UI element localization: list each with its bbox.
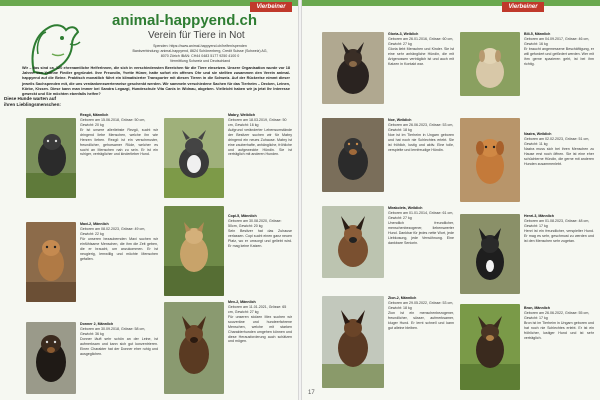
dog-facts: Geboren am 04.09.2017, Grösse: 46 cm, Gewicht: 16 kg — [524, 36, 590, 46]
dog-name: Mirakolets, Weiblich — [388, 206, 423, 210]
dog-photo — [322, 118, 384, 192]
dog-description: Für unseren stolzen Mex suchen wir souveräne und hundeerfahrene Menschen, welche mit starken Charakterhunden umgehen können und diese Herausforderung auch schätzen und mögen. — [228, 315, 292, 344]
dog-name: Mex-2, Männlich — [228, 300, 256, 304]
contact-block — [112, 44, 288, 64]
dog-name: Bron, Männlich — [524, 306, 550, 310]
dog-photo — [460, 32, 520, 96]
dog-entry — [524, 132, 594, 212]
dog-description: Für unseren bezaubernden Maxi suchen wir einfühlsame Menschen, die ihm die Zeit geben, die er braucht, um anzukommen. Er ist neugierig, lernwillig und möchte Menschen gefallen. — [80, 237, 158, 261]
dog-facts: Geboren am 18.03.2019, Grösse: 50 cm, Gewicht: 16 kg — [228, 117, 287, 127]
magazine-brand-tag: Vierbeiner — [502, 2, 544, 12]
dog-name: Bili-5, Männlich — [524, 32, 551, 36]
contact-line: Bankverbindung: animal-happyend, 8624 Schönenberg, Credit Suisse (Schweiz) AG, — [132, 49, 268, 53]
sidebar-note: Diese Hunde warten auf ihren Lieblingsmenschen: — [4, 96, 61, 107]
dog-description: Donner läuft sehr schön an der Leine, ist aufmerksam und kann sich gut konzentrieren. Einen Charakter hat der Donner eher ruhig und ausgeglichen. — [80, 337, 158, 356]
dog-entry — [228, 300, 292, 396]
dog-entry — [524, 32, 594, 128]
dog-photo — [26, 322, 76, 394]
dog-photo — [26, 222, 76, 302]
right-page — [302, 0, 600, 400]
dog-photo — [322, 206, 384, 278]
dog-description: Noe ist im Tierheim in Ungarn geboren und hat noch nie Schlechtes erlebt. Sie ist fröhlich, lustig und aktiv. Eine tolle, verspielte und lernfreudige Hündin. — [388, 133, 454, 152]
dog-name: Noe, Weiblich — [388, 118, 412, 122]
dog-facts: Geboren am 26.06.2023, Grösse: 53 cm, Gewicht: 18 kg — [388, 122, 454, 132]
dog-facts: Geboren am 26.01.2016, Grösse: 60 cm, Gewicht: 27 kg — [388, 36, 454, 46]
dog-entry — [388, 296, 454, 396]
dog-entry — [388, 206, 454, 290]
intro-text: Wir – das sind ca. 120 ehrenamtliche HelferInnen, die sich in verschiedensten Bereichen für die Tiere einsetzen. Unsere Organisation wurde vor 18 Jahren von Yvonne Fiedler gegründet. Ihre Freundin, Yvette Hüner, hatte sofort ein offenes Ohr und sie stellten zusammen den Verein animal-happyend auf die Beine. Praktisch monatlich führt ein klimatisierter Transporter mit diesen Tieren in die Schweiz. Auf der Rückreise nimmt dieser jeweils Sachspenden mit, die uns verdankenswerterweise geschenkt werden. Wir sammeln verschiedene Sachen für das Tierheim – Decken, Leinen, Körbe, Kissen. Diese kann man immer bei Sandra Legazgi, Hundeschule Vita Canis in Widnau, abgeben. Vielleicht haben wir ja jetzt Ihr Interesse geweckt und Sie möchten ebenfalls helfen? — [22, 66, 290, 97]
dog-facts: Geboren am 15.06.2018, Grösse: 50 cm, Gewicht: 20 kg — [80, 117, 146, 127]
dog-facts: Geboren am 30.08.2020, Grösse: 50cm, Gewicht: 20 kg — [228, 218, 282, 228]
contact-line: Spenden: https://www.animal-happyend.ch/helfen/spenden — [153, 44, 247, 48]
dog-entry — [80, 113, 158, 219]
dog-facts: Geboren am 08.02.2023, Grösse: 49 cm, Gewicht: 22 kg — [80, 226, 146, 236]
dog-name: Mabry, Weiblich — [228, 113, 256, 117]
dog-description: Nazira muss sich bei ihren Menschen zu Hause erst noch öffnen. Sie ist eine eher schüchterne Hündin, die gerne mit anderen Hunden zusammenlebt. — [524, 147, 594, 166]
dog-entry — [228, 214, 292, 294]
dog-photo — [164, 118, 224, 198]
dog-photo — [164, 206, 224, 296]
dog-photo — [164, 302, 224, 394]
dog-facts: Geboren am 29.05.2022, Grösse: 53 cm, Gewicht: 18 kg — [388, 300, 454, 310]
dog-description: Er braucht angemessene Beschäftigung, er will gefordert und gefördert werden. Wer mit ihm gerne spazieren geht, ist bei ihm richtig. — [524, 47, 594, 66]
dog-facts: Geboren am 26.06.2022, Grösse: 55 cm, Gewicht: 17 kg — [524, 310, 590, 320]
dog-name: Nazira, Weiblich — [524, 132, 552, 136]
dog-description: Henri ist ein freundlicher, verspielter Hund. Er mag es sehr, geschmust zu werden und ist den Menschen sehr zugetan. — [524, 229, 594, 243]
dog-entry — [388, 118, 454, 198]
dog-entry — [524, 306, 594, 396]
dog-description: Aufgrund veränderter Lebensumstände der Besitzer suchen wir für Mabry dringend ein neues Zuhause. Mabry ist eine zauberhafte, anhängliche, fröhliche und aufgeweckte Hündin. Sie ist verträglich mit anderen Hunden. — [228, 128, 292, 157]
magazine-brand-tag: Vierbeiner — [250, 2, 292, 12]
dog-entry — [80, 322, 158, 396]
top-band — [302, 0, 600, 6]
dog-facts: Geboren am 30.09.2018, Grösse: 58 cm, Gewicht: 36 kg — [80, 326, 146, 336]
dog-entry — [80, 222, 158, 318]
dog-photo — [26, 118, 76, 198]
header-subtitle: Verein für Tiere in Not — [148, 30, 245, 41]
dog-description: Zion ist ein menschenbezogener, freundlicher, süsser, aufmerksamer, kluger Hund. Er lernt schnell und kann gut alleine bleiben. — [388, 311, 454, 330]
dog-description: Er ist unsere allerliebste Rezgö, sucht wir dringend liebe Menschen, welche ihn wie Herzen lieben. Rezgö ist ein verschmuster, freundlicher, gehorsamer Rüde, welcher es sucht an Menschen nah zu sein. Er ist ein ruhiger, verträglicher und kinderlieber Hund. — [80, 128, 158, 157]
dog-description: Gloria liebt Menschen und Kinder. Sie ist eine sehr anhängliche Hündin, die mit Artgenossen verträglich ist und auch mit Katzen in Kontakt war. — [388, 47, 454, 66]
dog-description: Sein Besitzer hat das Zuhause verlassen. Copi sucht einen ganz neuen Platz, wo er umsorgt und geliebt wird. Er mag keine Katzen. — [228, 229, 292, 248]
dog-name: Zion-2, Männlich — [388, 296, 417, 300]
dog-photo — [460, 118, 520, 202]
dog-facts: Geboren am 02.02.2023, Grösse: 51 cm, Gewicht: 11 kg — [524, 136, 590, 146]
dog-photo — [322, 32, 384, 104]
dog-photo — [322, 296, 384, 388]
dog-photo — [460, 214, 520, 294]
header-title: animal-happyend.ch — [112, 12, 258, 29]
dog-name: Donner 2, Männlich — [80, 322, 114, 326]
left-page — [0, 0, 298, 400]
dog-entry — [524, 214, 594, 304]
dog-name: Henri-3, Männlich — [524, 214, 554, 218]
dog-description: Bron ist im Tierheim in Ungarn geboren und hat noch nie Schlechtes erlebt. Er ist ein fröhlicher, lustiger Hund und ist sehr verträglich. — [524, 321, 594, 340]
dog-facts: Geboren am 11.01.2021, Grösse: 65 cm, Gewicht: 27 kg — [228, 304, 287, 314]
dog-name: Rezgö, Männlich — [80, 113, 109, 117]
dog-name: Gloria-3, Weiblich — [388, 32, 419, 36]
contact-line: Vermittlung Schweiz und Deutschland — [169, 59, 231, 63]
dog-facts: Geboren am 01.08.2023, Grösse: 48 cm, Gewicht: 17 kg — [524, 218, 590, 228]
contact-line: 8070 Zürich IBAN: CH44 0483 5177 9250 4100 0 — [160, 54, 240, 58]
dog-entry — [228, 113, 292, 211]
dog-facts: Geboren am 01.01.2014, Grösse: 61 cm, Gewicht: 27 kg — [388, 210, 454, 220]
dog-name: Maxi-2, Männlich — [80, 222, 109, 226]
dog-entry — [388, 32, 454, 112]
dog-name: Copi-5, Männlich — [228, 214, 257, 218]
dog-photo — [460, 304, 520, 390]
page-number: 17 — [308, 390, 315, 396]
dog-description: Unendlich freundlicher, menschenbezogener, liebenswerter Hund. Dankbar für jedes nette Wort, jede Liebkosung, jede Verwöhnung. Eine dankbare Seniorin. — [388, 221, 454, 245]
